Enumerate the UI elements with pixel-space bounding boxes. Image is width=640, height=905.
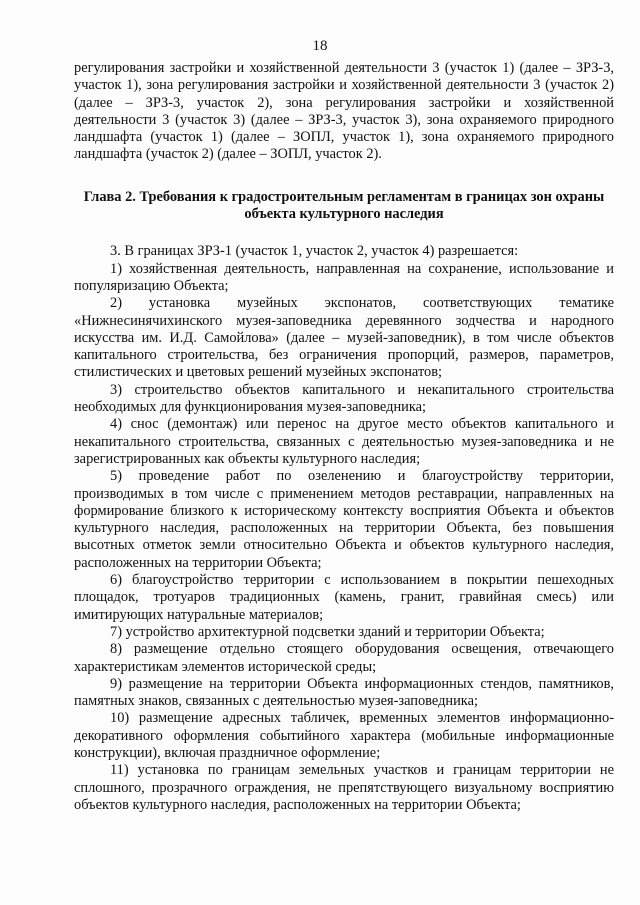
list-item: 3) строительство объектов капитального и некапитального строительства необходимых для функционирования музея-заповедника; <box>74 381 614 416</box>
list-item: 10) размещение адресных табличек, временных элементов информационно-декоративного оформления событийного характера (мобильные информационные конструкции), включая праздничное оформление; <box>74 710 614 761</box>
chapter-heading: Глава 2. Требования к градостроительным регламентам в границах зон охраны объекта культурного наследия <box>83 188 605 223</box>
page-number: 18 <box>312 38 328 54</box>
list-item: 2) установка музейных экспонатов, соответствующих тематике «Нижнесинячихинского музея-заповедника деревянного зодчества и народного искусства им. И.Д. Самойлова» (далее – музей-заповедник), в том числе объектов капитального строительства, без ограничения пропорций, размеров, параметров, стилистических и цветовых решений музейных экспонатов; <box>74 295 614 381</box>
list-item: 1) хозяйственная деятельность, направленная на сохранение, использование и популяризацию Объекта; <box>74 260 614 294</box>
list-item: 6) благоустройство территории с использованием в покрытии пешеходных площадок, тротуаров традиционных (камень, гранит, гравийная смесь) или имитирующих натуральные материалов; <box>74 572 614 623</box>
intro-paragraph: регулирования застройки и хозяйственной деятельности 3 (участок 1) (далее – ЗРЗ-3, участок 1), зона регулирования застройки и хозяйственной деятельности 3 (участок 2) (далее – ЗРЗ-3, участок 2), зона регулирования застройки и хозяйственной деятельности 3 (участок 3) (далее – ЗРЗ-3, участок 3), зона охраняемого природного ландшафта (участок 1) (далее – ЗОПЛ, участок 1), зона охраняемого природного ландшафта (участок 2) (далее – ЗОПЛ, участок 2). <box>74 60 614 163</box>
clause-3: 3. В границах ЗРЗ-1 (участок 1, участок 2, участок 4) разрешается: <box>110 243 519 260</box>
list-item: 11) установка по границам земельных участков и границам территории не сплошного, прозрачного ограждения, не препятствующего визуальному восприятию объектов культурного наследия, расположенных на территории Объекта; <box>74 762 614 813</box>
list-item: 4) снос (демонтаж) или перенос на другое место объектов капитального и некапитального строительства, связанных с деятельностью музея-заповедника и не зарегистрированных как объекты культурного наследия; <box>74 416 614 467</box>
list-item: 8) размещение отдельно стоящего оборудования освещения, отвечающего характеристикам элементов исторической среды; <box>74 641 614 675</box>
list-item: 9) размещение на территории Объекта информационных стендов, памятников, памятных знаков, связанных с деятельностью музея-заповедника; <box>74 675 614 710</box>
document-body <box>74 60 614 814</box>
list-item: 5) проведение работ по озеленению и благоустройству территории, производимых в том числе с применением методов реставрации, направленных на формирование близкого к историческому контексту восприятия Объекта и объектов культурного наследия, расположенных на территории Объекта, без повышения высотных отметок земли относительно Объекта и объектов культурного наследия, расположенных на территории Объекта; <box>74 468 614 571</box>
list-item: 7) устройство архитектурной подсветки зданий и территории Объекта; <box>110 623 545 640</box>
